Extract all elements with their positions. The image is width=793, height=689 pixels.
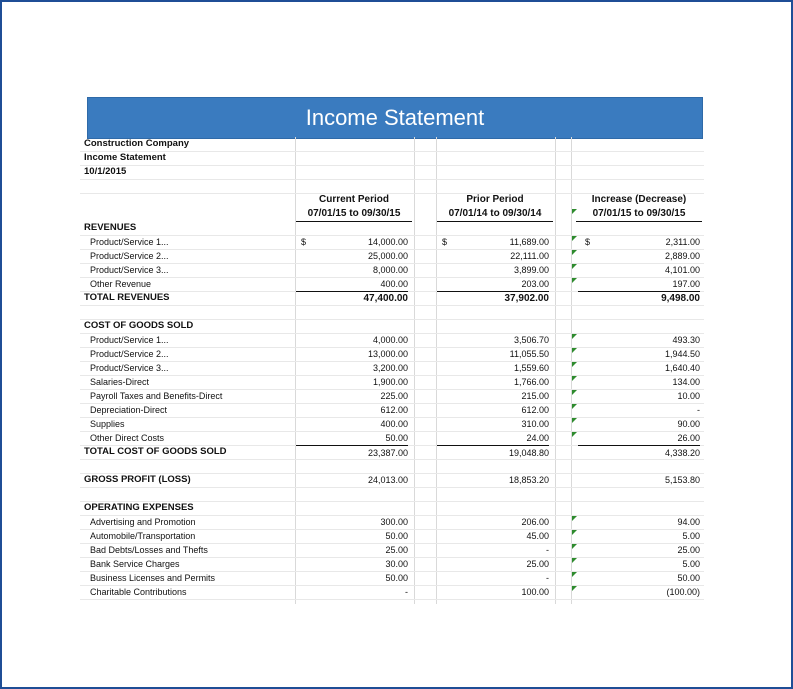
col-prior-range: 07/01/14 to 09/30/14 (437, 207, 553, 222)
prior-value[interactable]: 203.00 (521, 279, 549, 289)
prior-value[interactable]: 215.00 (521, 391, 549, 401)
prior-value[interactable]: 100.00 (521, 587, 549, 597)
table-row (80, 529, 704, 544)
total-label: TOTAL COST OF GOODS SOLD (84, 446, 227, 457)
line-item-label: Other Revenue (90, 279, 152, 289)
current-value[interactable]: 1,900.00 (372, 377, 408, 387)
col-diff-title: Increase (Decrease) (591, 194, 687, 205)
blank-row (80, 179, 704, 194)
section-heading: REVENUES (80, 221, 704, 236)
current-value[interactable]: 25.00 (385, 545, 408, 555)
company-row (80, 137, 704, 152)
blank-row (80, 459, 704, 474)
diff-value[interactable]: 4,101.00 (664, 265, 700, 275)
date-row (80, 165, 704, 180)
prior-value[interactable]: 310.00 (521, 419, 549, 429)
currency-symbol: $ (585, 237, 591, 247)
line-item-label: Charitable Contributions (90, 587, 187, 597)
line-item-label: Advertising and Promotion (90, 517, 196, 527)
blank-row (80, 487, 704, 502)
column-title-row (80, 193, 704, 207)
prior-value[interactable]: 45.00 (526, 531, 549, 541)
prior-value[interactable]: 24.00 (526, 433, 549, 443)
subtitle-row (80, 151, 704, 166)
prior-value[interactable]: 19,048.80 (437, 445, 549, 460)
error-flag-icon (572, 516, 577, 521)
table-row (80, 249, 704, 264)
col-current-title: Current Period (318, 194, 389, 205)
diff-value[interactable]: 1,640.40 (664, 363, 700, 373)
diff-value[interactable]: 493.30 (672, 335, 700, 345)
col-current-range: 07/01/15 to 09/30/15 (296, 207, 412, 222)
diff-value[interactable]: 4,338.20 (578, 445, 700, 460)
line-item-label: Business Licenses and Permits (90, 573, 216, 583)
current-value[interactable]: 8,000.00 (372, 265, 408, 275)
table-row (80, 333, 704, 348)
prior-value[interactable]: 11,055.50 (509, 349, 549, 359)
col-diff-range: 07/01/15 to 09/30/15 (576, 207, 702, 222)
total-row (80, 445, 704, 460)
current-value[interactable]: 47,400.00 (296, 291, 408, 306)
current-value[interactable]: 30.00 (385, 559, 408, 569)
error-flag-icon (572, 334, 577, 339)
error-flag-icon (572, 418, 577, 423)
diff-value[interactable]: 10.00 (677, 391, 700, 401)
total-row (80, 473, 704, 488)
error-flag-icon (572, 250, 577, 255)
total-label: GROSS PROFIT (LOSS) (84, 474, 191, 485)
line-item-label: Product/Service 2... (90, 349, 169, 359)
current-value[interactable]: 4,000.00 (372, 335, 408, 345)
prior-value[interactable]: 1,559.60 (513, 363, 549, 373)
prior-value[interactable]: 18,853.20 (508, 475, 549, 485)
table-row (80, 431, 704, 446)
error-flag-icon (572, 544, 577, 549)
current-value[interactable]: 13,000.00 (367, 349, 408, 359)
line-item-label: Bank Service Charges (90, 559, 180, 569)
current-value[interactable]: 23,387.00 (296, 445, 408, 460)
current-value[interactable]: 24,013.00 (367, 475, 408, 485)
prior-value[interactable]: 612.00 (521, 405, 549, 415)
section-heading: OPERATING EXPENSES (80, 501, 704, 516)
prior-value[interactable]: 206.00 (521, 517, 549, 527)
diff-value[interactable]: 5,153.80 (664, 475, 700, 485)
line-item-label: Other Direct Costs (90, 433, 165, 443)
line-item-label: Product/Service 3... (90, 363, 169, 373)
total-label: TOTAL REVENUES (84, 292, 170, 303)
diff-value[interactable]: 26.00 (677, 433, 700, 443)
table-row (80, 515, 704, 530)
section-heading: COST OF GOODS SOLD (80, 319, 704, 334)
blank-row (80, 305, 704, 320)
diff-value[interactable]: 94.00 (677, 517, 700, 527)
error-flag-icon (572, 376, 577, 381)
diff-value[interactable]: 9,498.00 (578, 291, 700, 306)
prior-value[interactable]: 25.00 (526, 559, 549, 569)
line-item-label: Depreciation-Direct (90, 405, 168, 415)
diff-value[interactable]: 90.00 (677, 419, 700, 429)
diff-value[interactable]: (100.00) (666, 587, 700, 597)
current-value[interactable]: 25,000.00 (367, 251, 408, 261)
table-row (80, 389, 704, 404)
diff-value[interactable]: 50.00 (677, 573, 700, 583)
error-flag-icon (572, 432, 577, 437)
error-flag-icon (572, 390, 577, 395)
table-row (80, 263, 704, 278)
line-item-label: Supplies (90, 419, 125, 429)
prior-value[interactable]: - (546, 573, 549, 583)
prior-value[interactable]: 1,766.00 (513, 377, 549, 387)
table-row (80, 571, 704, 586)
current-value[interactable]: 300.00 (380, 517, 408, 527)
current-value[interactable]: 50.00 (385, 433, 408, 443)
diff-value[interactable]: 25.00 (677, 545, 700, 555)
current-value[interactable]: - (405, 587, 408, 597)
diff-value[interactable]: 5.00 (682, 559, 700, 569)
statement-subtitle: Income Statement (84, 152, 166, 163)
line-item-label: Salaries-Direct (90, 377, 150, 387)
prior-value[interactable]: 11,689.00 (509, 237, 549, 247)
error-flag-icon (572, 209, 577, 214)
prior-value[interactable]: 22,111.00 (510, 251, 549, 261)
error-flag-icon (572, 404, 577, 409)
line-item-label: Product/Service 3... (90, 265, 169, 275)
diff-value[interactable]: 134.00 (672, 377, 700, 387)
current-value[interactable]: 612.00 (380, 405, 408, 415)
current-value[interactable]: 225.00 (380, 391, 408, 401)
diff-value[interactable]: 197.00 (672, 279, 700, 289)
column-range-row (80, 207, 704, 221)
total-row (80, 291, 704, 306)
prior-value[interactable]: - (546, 545, 549, 555)
table-row (80, 375, 704, 390)
diff-value[interactable]: 5.00 (682, 531, 700, 541)
table-row (80, 417, 704, 432)
diff-value[interactable]: 1,944.50 (664, 349, 700, 359)
diff-value[interactable]: 2,889.00 (664, 251, 700, 261)
line-item-label: Product/Service 1... (90, 335, 169, 345)
line-item-label: Product/Service 2... (90, 251, 169, 261)
current-value[interactable]: 3,200.00 (372, 363, 408, 373)
table-row (80, 585, 704, 600)
table-row (80, 235, 704, 250)
currency-symbol: $ (442, 237, 448, 247)
error-flag-icon (572, 586, 577, 591)
error-flag-icon (572, 236, 577, 241)
current-value[interactable]: 50.00 (385, 531, 408, 541)
diff-value[interactable]: - (697, 405, 700, 415)
line-item-label: Bad Debts/Losses and Thefts (90, 545, 208, 555)
col-prior-title: Prior Period (466, 194, 524, 205)
error-flag-icon (572, 348, 577, 353)
current-value[interactable]: 14,000.00 (367, 237, 408, 247)
company-name: Construction Company (84, 138, 190, 149)
currency-symbol: $ (301, 237, 307, 247)
error-flag-icon (572, 362, 577, 367)
line-item-label: Product/Service 1... (90, 237, 169, 247)
title-banner: Income Statement (87, 97, 703, 139)
error-flag-icon (572, 558, 577, 563)
table-row (80, 557, 704, 572)
error-flag-icon (572, 278, 577, 283)
table-row (80, 403, 704, 418)
table-row (80, 347, 704, 362)
current-value[interactable]: 50.00 (385, 573, 408, 583)
table-row (80, 277, 704, 292)
error-flag-icon (572, 572, 577, 577)
line-item-label: Payroll Taxes and Benefits-Direct (90, 391, 223, 401)
error-flag-icon (572, 530, 577, 535)
current-value[interactable]: 400.00 (380, 419, 408, 429)
table-row (80, 543, 704, 558)
statement-date: 10/1/2015 (84, 166, 127, 177)
prior-value[interactable]: 37,902.00 (437, 291, 549, 306)
table-row (80, 361, 704, 376)
spreadsheet (80, 94, 704, 604)
line-item-label: Automobile/Transportation (90, 531, 196, 541)
error-flag-icon (572, 264, 577, 269)
prior-value[interactable]: 3,506.70 (513, 335, 549, 345)
prior-value[interactable]: 3,899.00 (513, 265, 549, 275)
current-value[interactable]: 400.00 (380, 279, 408, 289)
diff-value[interactable]: 2,311.00 (665, 237, 700, 247)
